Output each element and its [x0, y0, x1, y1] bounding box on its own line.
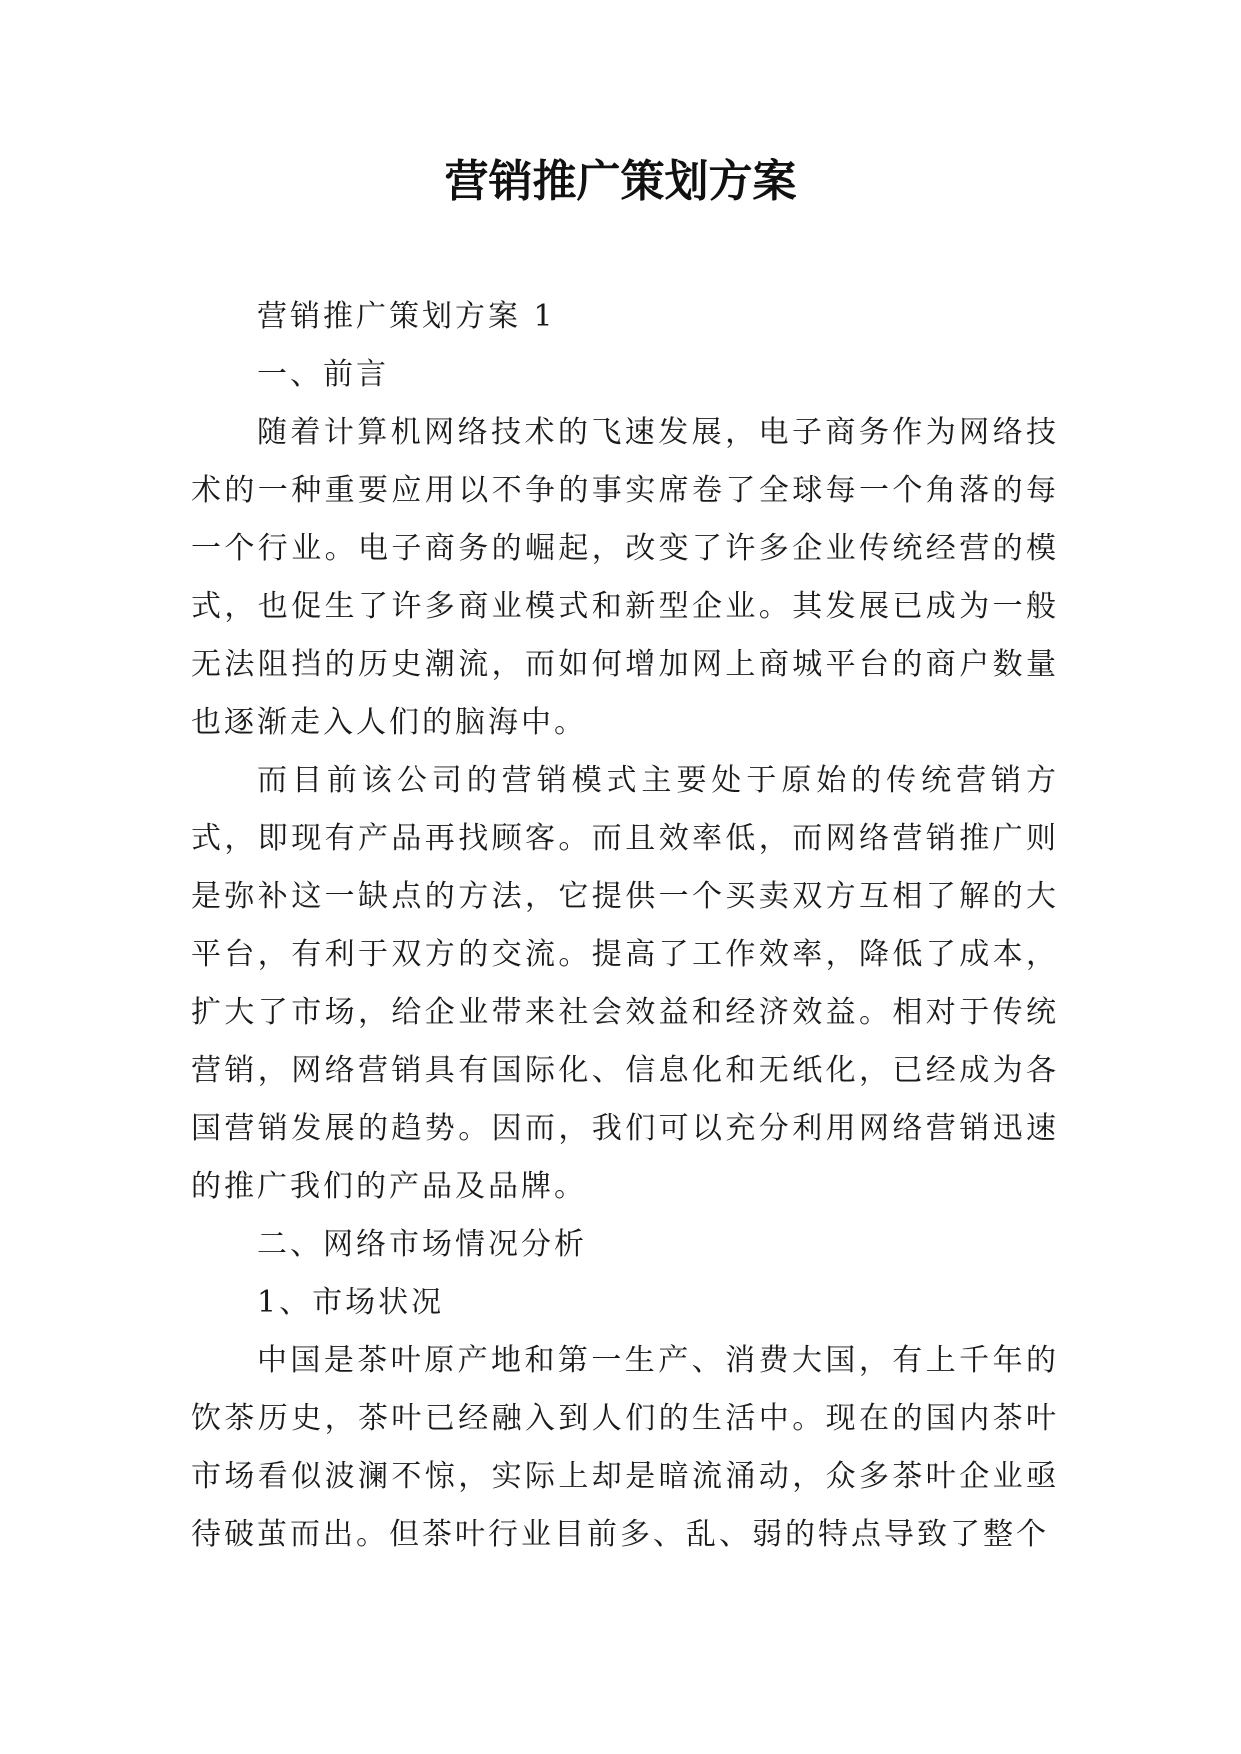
paragraph-tea-market: 中国是茶叶原产地和第一生产、消费大国，有上千年的饮茶历史，茶叶已经融入到人们的生活中。现在的国内茶叶市场看似波澜不惊，实际上却是暗流涌动，众多茶叶企业亟待破茧而出。但茶叶行业目前多、乱、弱的特点导致了整个 [191, 1343, 1059, 1552]
section-heading-preface: 一、前言 [257, 357, 389, 392]
paragraph-current-marketing-mode: 而目前该公司的营销模式主要处于原始的传统营销方式，即现有产品再找顾客。而且效率低，而网络营销推广则是弥补这一缺点的方法，它提供一个买卖双方互相了解的大平台，有利于双方的交流。提高了工作效率，降低了成本，扩大了市场，给企业带来社会效益和经济效益。相对于传统营销，网络营销具有国际化、信息化和无纸化，已经成为各国营销发展的趋势。因而，我们可以充分利用网络营销迅速的推广我们的产品及品牌。 [191, 763, 1059, 1204]
section-heading-market-analysis: 二、网络市场情况分析 [257, 1227, 587, 1262]
paragraph-ecommerce-development: 随着计算机网络技术的飞速发展，电子商务作为网络技术的一种重要应用以不争的事实席卷了全球每一个角落的每一个行业。电子商务的崛起，改变了许多企业传统经营的模式，也促生了许多商业模式和新型企业。其发展已成为一般无法阻挡的历史潮流，而如何增加网上商城平台的商户数量也逐渐走入人们的脑海中。 [191, 415, 1059, 740]
section-heading-plan-1: 营销推广策划方案 1 [257, 299, 556, 334]
document-title: 营销推广策划方案 [444, 156, 797, 207]
subsection-heading-market-status: 1、市场状况 [257, 1285, 445, 1320]
document-body [191, 288, 1059, 1564]
